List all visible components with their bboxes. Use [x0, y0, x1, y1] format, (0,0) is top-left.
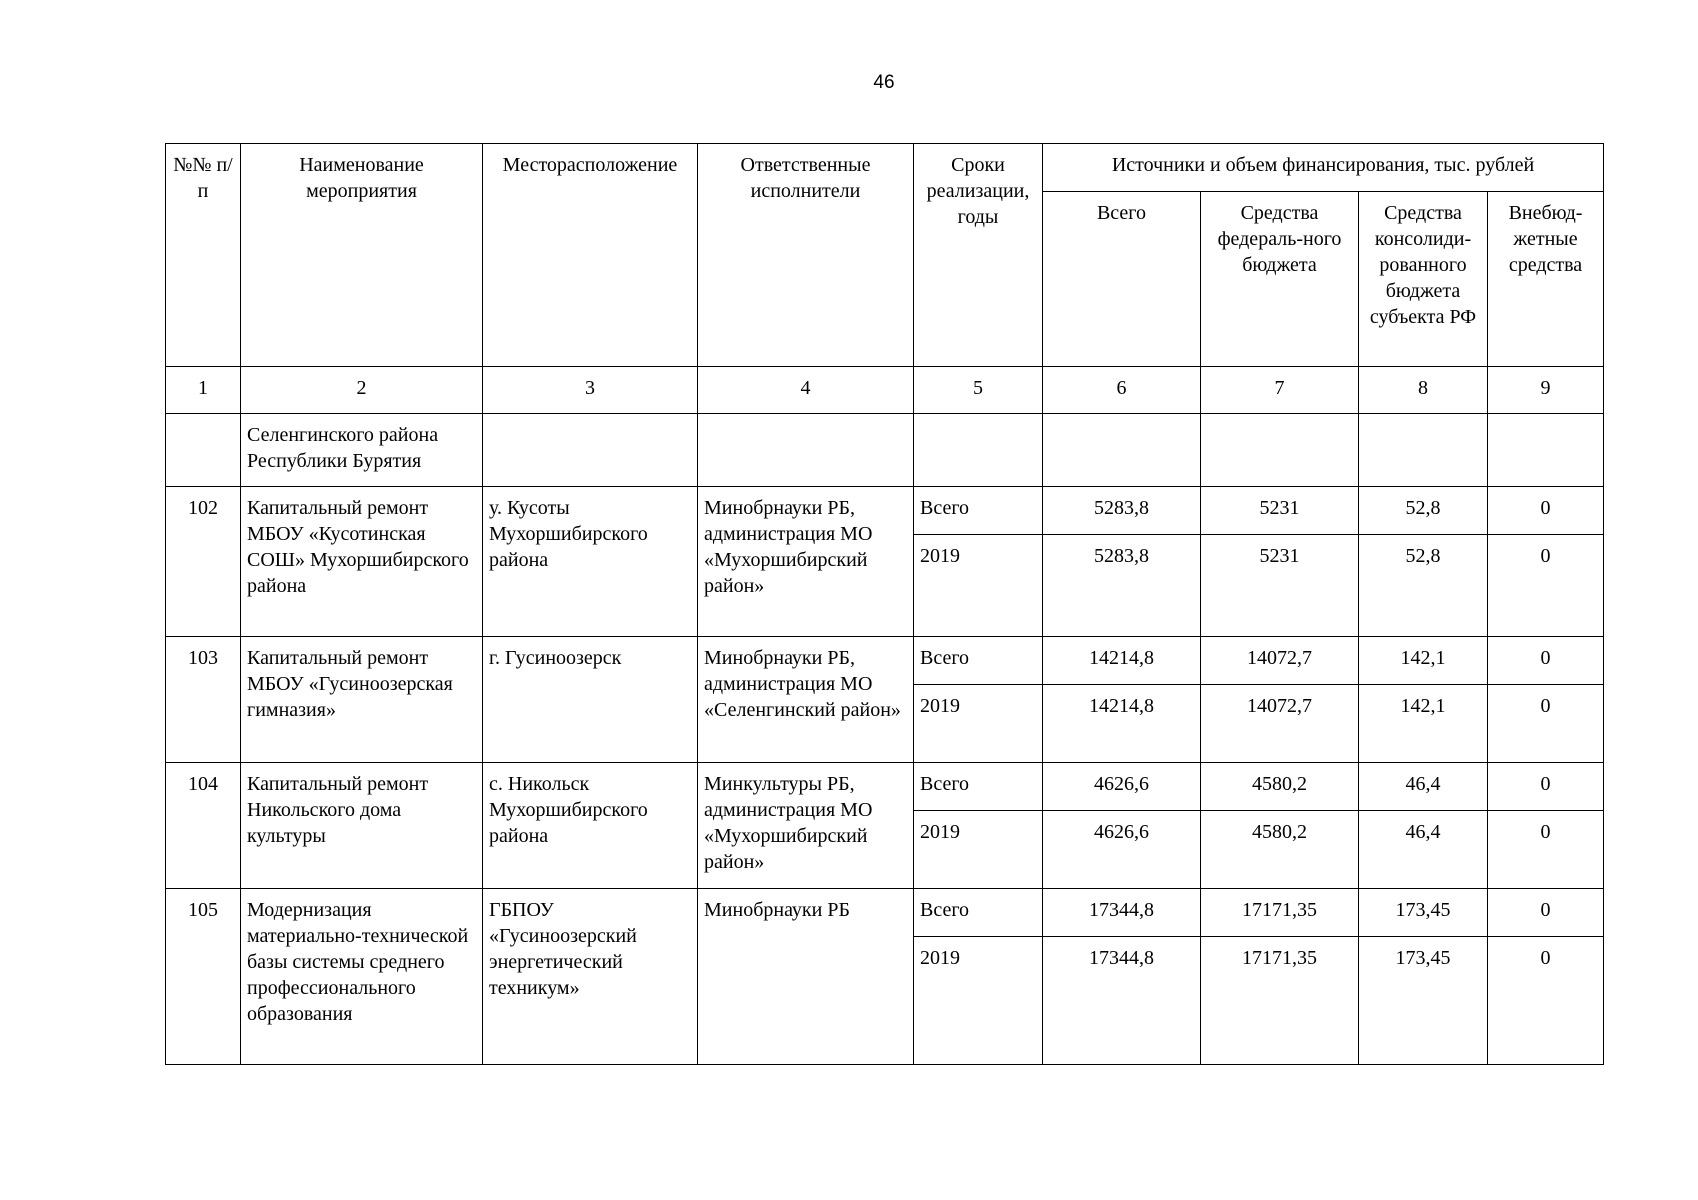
total-cell: 17344,8	[1043, 889, 1201, 937]
total-cell: 4626,6	[1043, 811, 1201, 889]
extrabudget-cell: 0	[1488, 937, 1604, 1065]
consolidated-cell: 46,4	[1359, 811, 1488, 889]
financing-table	[165, 143, 1604, 1065]
federal-cell: 5231	[1201, 535, 1359, 637]
federal-cell: 5231	[1201, 487, 1359, 535]
column-number: 8	[1359, 367, 1488, 414]
federal-cell: 4580,2	[1201, 763, 1359, 811]
measure-executors: Минобрнауки РБ, администрация МО «Селенгинский район»	[698, 637, 914, 763]
column-numbers-row	[166, 367, 1604, 414]
extrabudget-cell: 0	[1488, 685, 1604, 763]
row-number: 104	[166, 763, 241, 889]
period-cell: 2019	[914, 937, 1043, 1065]
period-cell: Всего	[914, 487, 1043, 535]
measure-name: Капитальный ремонт МБОУ «Гусиноозерская гимназия»	[241, 637, 483, 763]
period-cell: Всего	[914, 763, 1043, 811]
federal-cell: 4580,2	[1201, 811, 1359, 889]
extrabudget-cell: 0	[1488, 637, 1604, 685]
federal-cell: 14072,7	[1201, 637, 1359, 685]
total-cell: 14214,8	[1043, 637, 1201, 685]
column-number: 7	[1201, 367, 1359, 414]
extrabudget-cell: 0	[1488, 487, 1604, 535]
extrabudget-cell: 0	[1488, 889, 1604, 937]
measure-executors: Минкультуры РБ, администрация МО «Мухоршибирский район»	[698, 763, 914, 889]
consolidated-cell: 142,1	[1359, 685, 1488, 763]
table-row	[166, 487, 1604, 535]
consolidated-cell: 142,1	[1359, 637, 1488, 685]
column-number: 5	[914, 367, 1043, 414]
measure-location: с. Никольск Мухоршибирского района	[483, 763, 698, 889]
page-number: 46	[873, 72, 895, 93]
measure-name: Капитальный ремонт Никольского дома культуры	[241, 763, 483, 889]
federal-cell: 14072,7	[1201, 685, 1359, 763]
consolidated-cell: 46,4	[1359, 763, 1488, 811]
row-number: 102	[166, 487, 241, 637]
measure-executors: Минобрнауки РБ, администрация МО «Мухоршибирский район»	[698, 487, 914, 637]
header-name: Наименование мероприятия	[241, 144, 483, 367]
consolidated-cell: 173,45	[1359, 937, 1488, 1065]
header-consolidated: Средства консолиди-рованного бюджета субъекта РФ	[1359, 192, 1488, 367]
period-cell: 2019	[914, 811, 1043, 889]
column-number: 9	[1488, 367, 1604, 414]
row-number: 103	[166, 637, 241, 763]
period-cell: 2019	[914, 685, 1043, 763]
header-federal: Средства федераль-ного бюджета	[1201, 192, 1359, 367]
measure-location: у. Кусоты Мухоршибирского района	[483, 487, 698, 637]
total-cell: 5283,8	[1043, 535, 1201, 637]
total-cell: 14214,8	[1043, 685, 1201, 763]
measure-name: Модернизация материально-технической базы системы среднего профессионального образования	[241, 889, 483, 1065]
measure-name: Капитальный ремонт МБОУ «Кусотинская СОШ» Мухоршибирского района	[241, 487, 483, 637]
table-row	[166, 763, 1604, 811]
federal-cell: 17171,35	[1201, 937, 1359, 1065]
header-location: Месторасположение	[483, 144, 698, 367]
continuation-row	[166, 414, 1604, 487]
period-cell: Всего	[914, 889, 1043, 937]
column-number: 2	[241, 367, 483, 414]
period-cell: 2019	[914, 535, 1043, 637]
header-terms: Сроки реализации, годы	[914, 144, 1043, 367]
column-number: 1	[166, 367, 241, 414]
column-number: 4	[698, 367, 914, 414]
header-total: Всего	[1043, 192, 1201, 367]
total-cell: 5283,8	[1043, 487, 1201, 535]
continuation-name: Селенгинского района Республики Бурятия	[241, 414, 483, 487]
extrabudget-cell: 0	[1488, 535, 1604, 637]
total-cell: 17344,8	[1043, 937, 1201, 1065]
total-cell: 4626,6	[1043, 763, 1201, 811]
table-row	[166, 889, 1604, 937]
period-cell: Всего	[914, 637, 1043, 685]
consolidated-cell: 173,45	[1359, 889, 1488, 937]
consolidated-cell: 52,8	[1359, 487, 1488, 535]
measure-location: г. Гусиноозерск	[483, 637, 698, 763]
table-row	[166, 637, 1604, 685]
row-number: 105	[166, 889, 241, 1065]
header-sources: Источники и объем финансирования, тыс. рублей	[1043, 144, 1604, 192]
column-number: 3	[483, 367, 698, 414]
header-num: №№ п/п	[166, 144, 241, 367]
federal-cell: 17171,35	[1201, 889, 1359, 937]
consolidated-cell: 52,8	[1359, 535, 1488, 637]
measure-location: ГБПОУ «Гусиноозерский энергетический техникум»	[483, 889, 698, 1065]
measure-executors: Минобрнауки РБ	[698, 889, 914, 1065]
extrabudget-cell: 0	[1488, 763, 1604, 811]
header-executors: Ответственные исполнители	[698, 144, 914, 367]
header-extrabudget: Внебюд-жетные средства	[1488, 192, 1604, 367]
extrabudget-cell: 0	[1488, 811, 1604, 889]
column-number: 6	[1043, 367, 1201, 414]
